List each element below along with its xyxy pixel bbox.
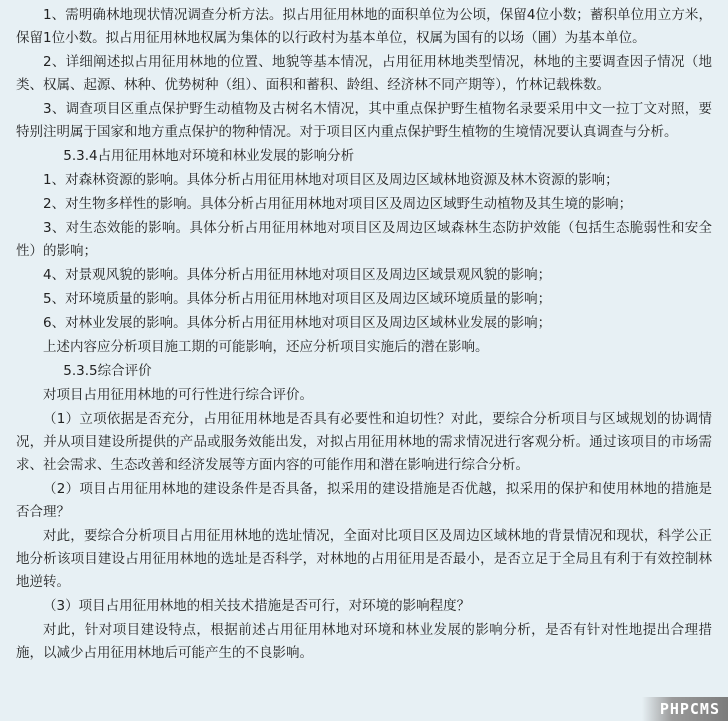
paragraph-impact-environment: 5、对环境质量的影响。具体分析占用征用林地对项目区及周边区域环境质量的影响； xyxy=(43,291,552,307)
paragraph-evaluation-3: （3）项目占用征用林地的相关技术措施是否可行，对环境的影响程度？ xyxy=(43,598,471,614)
paragraph-impact-note: 上述内容应分析项目施工期的可能影响，还应分析项目实施后的潜在影响。 xyxy=(43,339,489,355)
paragraph-evaluation-1: （1）立项依据是否充分，占用征用林地是否具有必要性和迫切性？对此，要综合分析项目与区域规划的协调情况，并从项目建设所提供的产品或服务效能出发，对拟占用征用林地的需求情况进行客观分析。通过该项目的市场需求、社会需求、生态改善和经济发展等方面内容的可能作用和潜在影响进行综合分析。 xyxy=(16,411,712,473)
paragraph-evaluation-2-detail: 对此，要综合分析项目占用征用林地的选址情况，全面对比项目区及周边区域林地的背景情况和现状，科学公正地分析该项目建设占用征用林地的选址是否科学，对林地的占用征用是否最小，是否立足于全局且有利于有效控制林地逆转。 xyxy=(16,528,712,590)
paragraph-survey-method: 1、需明确林地现状情况调查分析方法。拟占用征用林地的面积单位为公顷，保留4位小数；蓄积单位用立方米，保留1位小数。拟占用征用林地权属为集体的以行政村为基本单位，权属为国有的以场（圃）为基本单位。 xyxy=(16,7,712,46)
paragraph-impact-biodiversity: 2、对生物多样性的影响。具体分析占用征用林地对项目区及周边区域野生动植物及其生境的影响； xyxy=(43,196,633,212)
section-heading-5-3-4: 5.3.4占用征用林地对环境和林业发展的影响分析 xyxy=(63,148,355,164)
document-body xyxy=(16,4,712,666)
paragraph-location-details: 2、详细阐述拟占用征用林地的位置、地貌等基本情况，占用征用林地类型情况，林地的主要调查因子情况（地类、权属、起源、林种、优势树种（组）、面积和蓄积、龄组、经济林不同产期等），竹林记载株数。 xyxy=(16,54,712,93)
section-heading-5-3-5: 5.3.5综合评价 xyxy=(63,363,152,379)
paragraph-impact-ecology: 3、对生态效能的影响。具体分析占用征用林地对项目区及周边区域森林生态防护效能（包括生态脆弱性和安全性）的影响； xyxy=(16,220,712,259)
paragraph-protected-species: 3、调查项目区重点保护野生动植物及古树名木情况，其中重点保护野生植物名录要采用中文一拉丁文对照，要特别注明属于国家和地方重点保护的物种情况。对于项目区内重点保护野生植物的生境情况要认真调查与分析。 xyxy=(16,101,712,140)
paragraph-impact-forest: 1、对森林资源的影响。具体分析占用征用林地对项目区及周边区域林地资源及林木资源的影响； xyxy=(43,172,619,188)
paragraph-impact-landscape: 4、对景观风貌的影响。具体分析占用征用林地对项目区及周边区域景观风貌的影响； xyxy=(43,267,552,283)
paragraph-evaluation-3-detail: 对此，针对项目建设特点，根据前述占用征用林地对环境和林业发展的影响分析，是否有针对性地提出合理措施，以减少占用征用林地后可能产生的不良影响。 xyxy=(16,622,712,661)
phpcms-watermark-logo: PHPCMS xyxy=(642,697,728,721)
paragraph-impact-forestry: 6、对林业发展的影响。具体分析占用征用林地对项目区及周边区域林业发展的影响； xyxy=(43,315,552,331)
paragraph-evaluation-2: （2）项目占用征用林地的建设条件是否具备，拟采用的建设措施是否优越，拟采用的保护和使用林地的措施是否合理？ xyxy=(16,481,712,520)
paragraph-evaluation-intro: 对项目占用征用林地的可行性进行综合评价。 xyxy=(43,387,313,403)
